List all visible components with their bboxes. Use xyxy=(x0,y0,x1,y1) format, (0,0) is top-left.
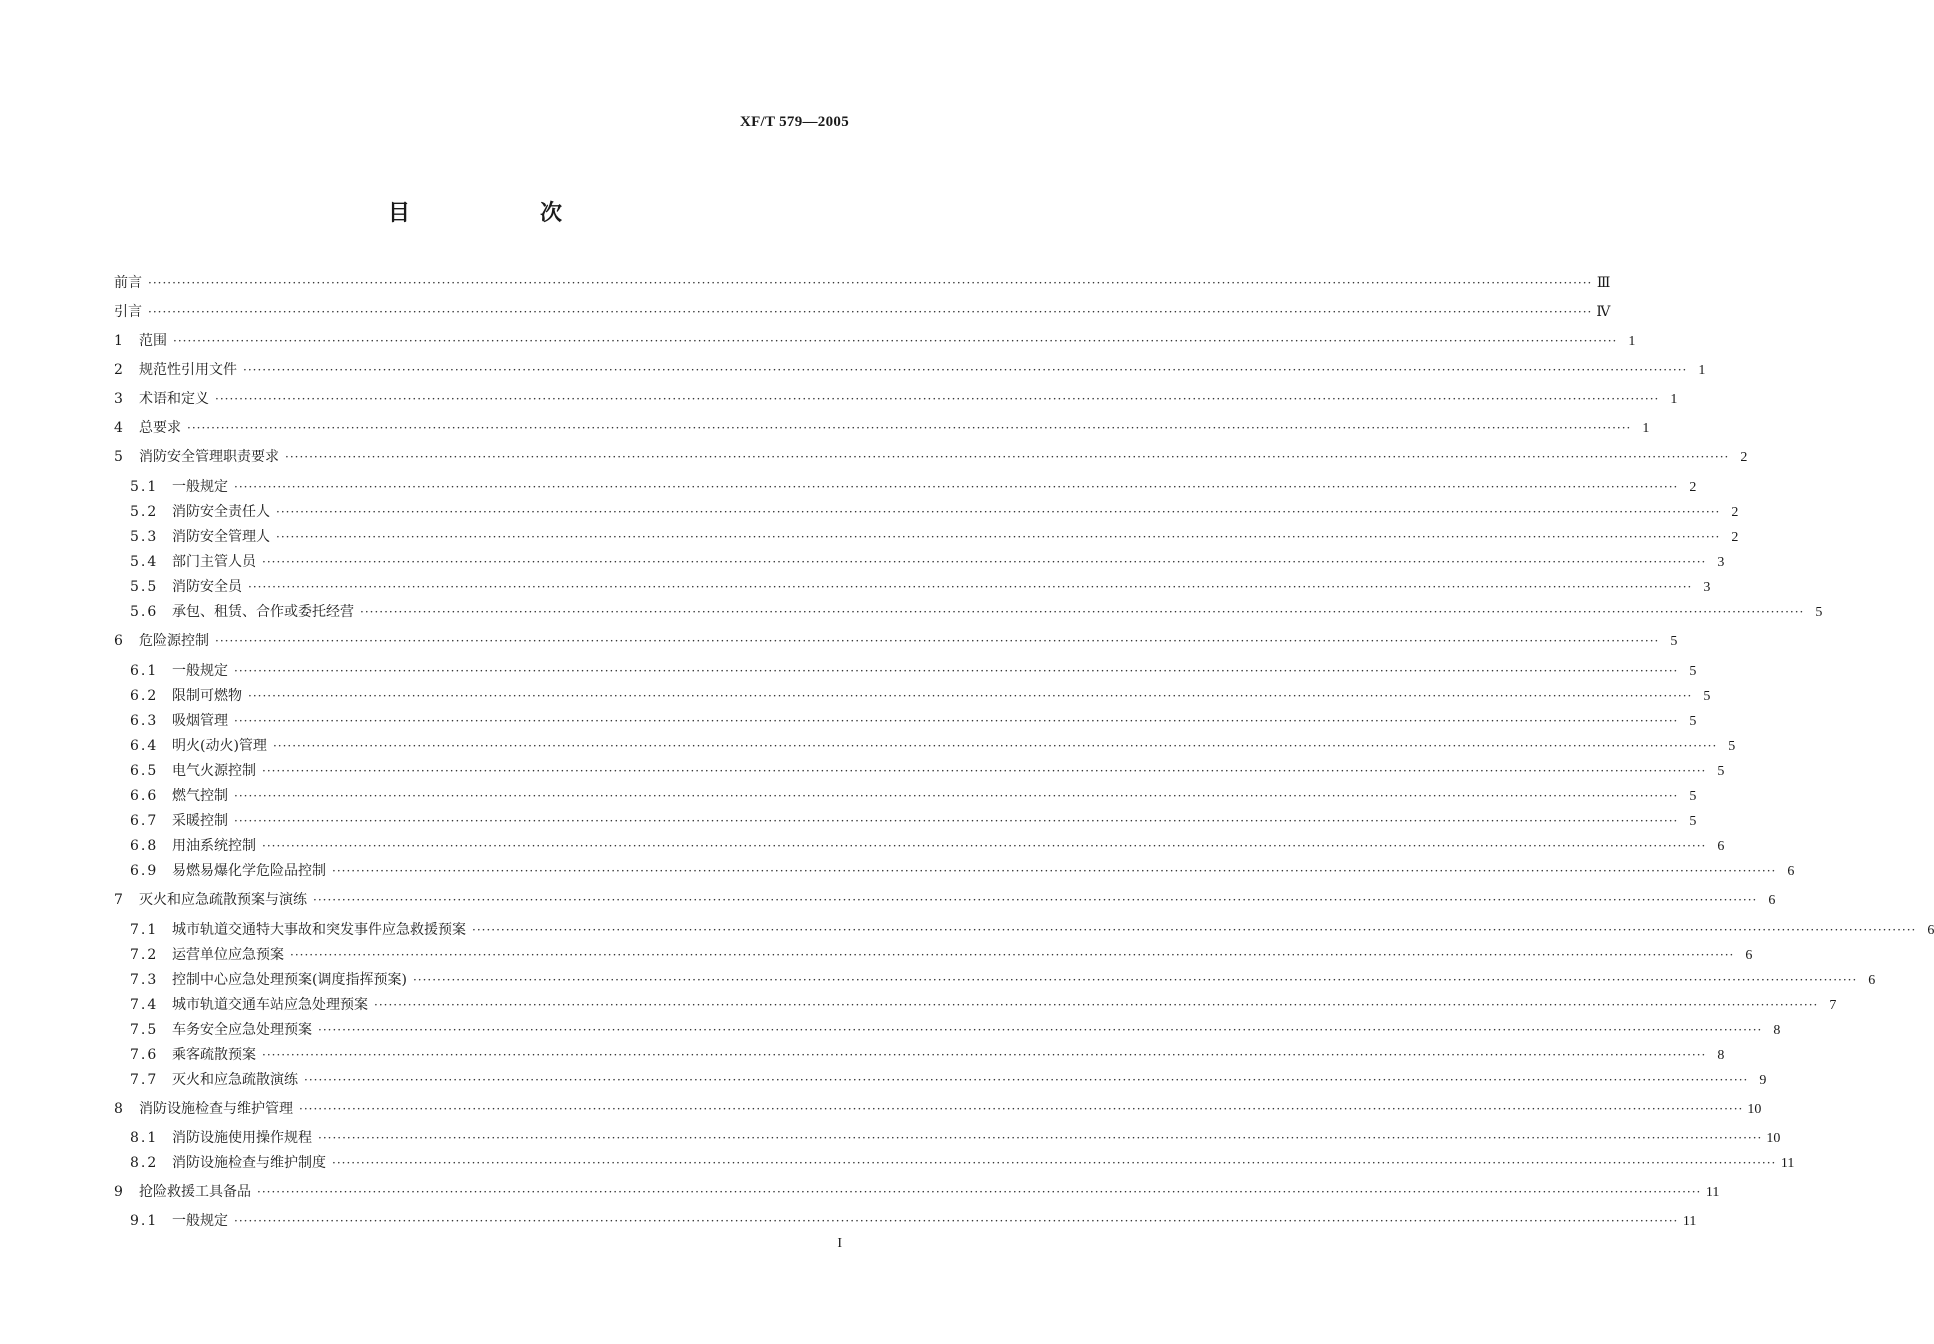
toc-entry-title: 灭火和应急疏散演练 xyxy=(172,1072,298,1088)
toc-leader-dots: ············································································································································································································································································································ xyxy=(332,1156,1777,1170)
toc-entry-section xyxy=(0,574,1711,600)
toc-entry-page: 2 xyxy=(1731,530,1739,545)
toc-entry-number: 5.4 xyxy=(130,554,159,570)
toc-entry-number: 8 xyxy=(114,1101,123,1117)
toc-entry-page: 10 xyxy=(1747,1102,1762,1117)
toc-entry-chapter xyxy=(0,887,1776,913)
toc-entry-page: Ⅳ xyxy=(1596,305,1611,320)
toc-entry-section xyxy=(0,499,1739,525)
toc-leader-dots: ············································································································································································································································································································ xyxy=(285,450,1730,464)
toc-entry-section xyxy=(0,524,1739,550)
toc-entry-title: 范围 xyxy=(139,333,167,349)
toc-entry-page: 11 xyxy=(1705,1185,1720,1200)
toc-entry-chapter xyxy=(0,357,1706,383)
toc-entry-section xyxy=(0,658,1697,684)
toc-entry-number: 5.1 xyxy=(130,479,159,495)
toc-entry-section xyxy=(0,833,1725,859)
toc-entry-page: 10 xyxy=(1766,1131,1781,1146)
toc-entry-title: 引言 xyxy=(114,304,142,320)
toc-entry-page: 1 xyxy=(1698,363,1706,378)
toc-entry-page: 3 xyxy=(1703,580,1711,595)
toc-entry-page: 8 xyxy=(1717,1048,1725,1063)
toc-leader-dots: ············································································································································································································································································································ xyxy=(299,1102,1744,1116)
toc-leader-dots: ············································································································································································································································································································ xyxy=(276,530,1721,544)
toc-entry-page: 3 xyxy=(1717,555,1725,570)
toc-leader-dots: ············································································································································································································································································································ xyxy=(234,714,1679,728)
toc-entry-title: 限制可燃物 xyxy=(172,688,242,704)
toc-leader-dots: ············································································································································································································································································································ xyxy=(248,580,1693,594)
toc-entry-chapter xyxy=(0,628,1678,654)
toc-entry-page: 1 xyxy=(1642,421,1650,436)
toc-entry-page: 6 xyxy=(1768,893,1776,908)
toc-entry-title: 承包、租赁、合作或委托经营 xyxy=(172,604,354,620)
document-code: XF/T 579—2005 xyxy=(739,114,849,130)
toc-entry-page: 6 xyxy=(1868,973,1876,988)
toc-entry-page: 11 xyxy=(1780,1156,1795,1171)
toc-entry-section xyxy=(0,967,1876,993)
toc-entry-title: 消防设施检查与维护制度 xyxy=(172,1155,326,1171)
toc-entry-title: 城市轨道交通车站应急处理预案 xyxy=(172,997,368,1013)
toc-entry-chapter xyxy=(0,1179,1720,1205)
toc-entry-section xyxy=(0,474,1697,500)
toc-entry-page: 8 xyxy=(1773,1023,1781,1038)
toc-title: 目 次 xyxy=(387,201,616,226)
toc-entry-number: 2 xyxy=(114,362,123,378)
toc-leader-dots: ············································································································································································································································································································ xyxy=(262,839,1707,853)
toc-leader-dots: ············································································································································································································································································································ xyxy=(234,664,1679,678)
toc-leader-dots: ············································································································································································································································································································ xyxy=(360,605,1805,619)
toc-entry-page: 6 xyxy=(1717,839,1725,854)
toc-entry-page: 1 xyxy=(1628,334,1636,349)
toc-entry-title: 电气火源控制 xyxy=(172,763,256,779)
toc-leader-dots: ············································································································································································································································································································ xyxy=(374,998,1819,1012)
toc-entry-number: 7.5 xyxy=(130,1022,159,1038)
toc-entry-number: 8.2 xyxy=(130,1155,159,1171)
toc-leader-dots: ············································································································································································································································································································ xyxy=(248,689,1693,703)
toc-entry-page: Ⅲ xyxy=(1596,276,1611,291)
toc-entry-title: 明火(动火)管理 xyxy=(172,738,267,754)
toc-entry-page: 6 xyxy=(1745,948,1753,963)
toc-leader-dots: ············································································································································································································································································································ xyxy=(148,305,1593,319)
toc-entry-chapter xyxy=(0,386,1678,412)
toc-leader-dots: ············································································································································································································································································································ xyxy=(472,923,1917,937)
toc-entry-title: 运营单位应急预案 xyxy=(172,947,284,963)
toc-leader-dots: ············································································································································································································································································································ xyxy=(234,814,1679,828)
toc-entry-section xyxy=(0,1150,1795,1176)
toc-entry-page: 7 xyxy=(1829,998,1837,1013)
toc-entry-section xyxy=(0,942,1753,968)
toc-entry-number: 5.5 xyxy=(130,579,159,595)
toc-entry-title: 燃气控制 xyxy=(172,788,228,804)
toc-leader-dots: ············································································································································································································································································································ xyxy=(272,739,1718,753)
toc-entry-page: 9 xyxy=(1759,1073,1767,1088)
toc-entry-section xyxy=(0,549,1725,575)
toc-entry-section xyxy=(0,599,1823,625)
toc-entry-number: 7 xyxy=(114,892,123,908)
toc-entry-number: 6.7 xyxy=(130,813,159,829)
toc-entry-front xyxy=(0,270,1611,296)
toc-entry-section xyxy=(0,1208,1697,1234)
toc-entry-number: 5.3 xyxy=(130,529,159,545)
toc-entry-number: 6.3 xyxy=(130,713,159,729)
toc-entry-chapter xyxy=(0,1096,1762,1122)
toc-leader-dots: ············································································································································································································································································································ xyxy=(262,555,1707,569)
toc-entry-title: 消防设施检查与维护管理 xyxy=(139,1101,293,1117)
toc-entry-page: 5 xyxy=(1703,689,1711,704)
toc-entry-title: 用油系统控制 xyxy=(172,838,256,854)
toc-entry-title: 易燃易爆化学危险品控制 xyxy=(172,863,326,879)
toc-entry-page: 5 xyxy=(1689,664,1697,679)
toc-entry-title: 消防安全员 xyxy=(172,579,242,595)
toc-entry-chapter xyxy=(0,328,1636,354)
toc-entry-number: 9.1 xyxy=(130,1213,159,1229)
toc-leader-dots: ············································································································································································································································································································ xyxy=(234,789,1679,803)
toc-entry-number: 7.6 xyxy=(130,1047,159,1063)
toc-entry-number: 7.1 xyxy=(130,922,159,938)
toc-entry-page: 2 xyxy=(1740,450,1748,465)
toc-entry-title: 车务安全应急处理预案 xyxy=(172,1022,312,1038)
toc-entry-page: 5 xyxy=(1815,605,1823,620)
toc-entry-title: 抢险救援工具备品 xyxy=(139,1184,251,1200)
toc-leader-dots: ············································································································································································································································································································ xyxy=(276,505,1721,519)
toc-leader-dots: ············································································································································································································································································································ xyxy=(234,480,1679,494)
toc-entry-title: 消防安全管理职责要求 xyxy=(139,449,279,465)
toc-entry-number: 3 xyxy=(114,391,123,407)
toc-entry-number: 7.4 xyxy=(130,997,159,1013)
toc-leader-dots: ············································································································································································································································································································ xyxy=(148,276,1593,290)
toc-entry-title: 一般规定 xyxy=(172,663,228,679)
toc-entry-page: 5 xyxy=(1689,714,1697,729)
toc-entry-page: 5 xyxy=(1717,764,1725,779)
toc-entry-number: 6.6 xyxy=(130,788,159,804)
toc-entry-chapter xyxy=(0,444,1748,470)
toc-entry-page: 5 xyxy=(1689,789,1697,804)
toc-entry-section xyxy=(0,1067,1767,1093)
toc-leader-dots: ············································································································································································································································································································ xyxy=(257,1185,1702,1199)
toc-entry-page: 1 xyxy=(1670,392,1678,407)
toc-entry-number: 5 xyxy=(114,449,123,465)
toc-leader-dots: ············································································································································································································································································································ xyxy=(318,1131,1763,1145)
toc-entry-section xyxy=(0,808,1697,834)
toc-leader-dots: ············································································································································································································································································································ xyxy=(243,363,1688,377)
toc-entry-page: 6 xyxy=(1927,923,1934,938)
toc-entry-number: 6.4 xyxy=(130,738,159,754)
toc-leader-dots: ············································································································································································································································································································ xyxy=(187,421,1632,435)
toc-entry-number: 1 xyxy=(114,333,123,349)
toc-entry-page: 2 xyxy=(1731,505,1739,520)
page-folio: I xyxy=(837,1236,842,1251)
toc-entry-title: 术语和定义 xyxy=(139,391,209,407)
toc-entry-number: 6.1 xyxy=(130,663,159,679)
toc-entry-title: 消防安全管理人 xyxy=(172,529,270,545)
toc-entry-number: 8.1 xyxy=(130,1130,159,1146)
toc-leader-dots: ············································································································································································································································································································ xyxy=(290,948,1735,962)
toc-entry-title: 前言 xyxy=(114,275,142,291)
toc-entry-number: 7.2 xyxy=(130,947,159,963)
toc-entry-number: 6.5 xyxy=(130,763,159,779)
toc-entry-page: 5 xyxy=(1670,634,1678,649)
toc-entry-number: 6 xyxy=(114,633,123,649)
toc-entry-page: 5 xyxy=(1728,739,1736,754)
toc-leader-dots: ············································································································································································································································································································ xyxy=(262,764,1707,778)
toc-entry-number: 9 xyxy=(114,1184,123,1200)
toc-entry-section xyxy=(0,858,1795,884)
toc-entry-section xyxy=(0,917,1934,943)
toc-leader-dots: ············································································································································································································································································································ xyxy=(318,1023,1763,1037)
toc-entry-title: 总要求 xyxy=(139,420,181,436)
toc-entry-number: 5.6 xyxy=(130,604,159,620)
toc-entry-title: 规范性引用文件 xyxy=(139,362,237,378)
toc-entry-title: 城市轨道交通特大事故和突发事件应急救援预案 xyxy=(172,922,466,938)
toc-entry-title: 采暖控制 xyxy=(172,813,228,829)
toc-leader-dots: ············································································································································································································································································································ xyxy=(215,392,1660,406)
toc-entry-number: 6.8 xyxy=(130,838,159,854)
toc-entry-section xyxy=(0,683,1711,709)
toc-entry-title: 部门主管人员 xyxy=(172,554,256,570)
toc-entry-number: 6.9 xyxy=(130,863,159,879)
toc-leader-dots: ············································································································································································································································································································ xyxy=(262,1048,1707,1062)
toc-entry-section xyxy=(0,1017,1781,1043)
toc-entry-chapter xyxy=(0,415,1650,441)
toc-entry-section xyxy=(0,783,1697,809)
toc-entry-title: 消防安全责任人 xyxy=(172,504,270,520)
toc-entry-title: 吸烟管理 xyxy=(172,713,228,729)
toc-entry-page: 6 xyxy=(1787,864,1795,879)
toc-entry-title: 一般规定 xyxy=(172,1213,228,1229)
toc-leader-dots: ············································································································································································································································································································ xyxy=(332,864,1777,878)
toc-entry-section xyxy=(0,758,1725,784)
toc-leader-dots: ············································································································································································································································································································ xyxy=(234,1214,1679,1228)
toc-entry-number: 4 xyxy=(114,420,123,436)
toc-entry-page: 11 xyxy=(1682,1214,1697,1229)
toc-entry-number: 7.3 xyxy=(130,972,159,988)
toc-entry-title: 危险源控制 xyxy=(139,633,209,649)
toc-entry-title: 控制中心应急处理预案(调度指挥预案) xyxy=(172,972,407,988)
toc-leader-dots: ············································································································································································································································································································ xyxy=(215,634,1660,648)
toc-entry-section xyxy=(0,992,1837,1018)
toc-entry-section xyxy=(0,708,1697,734)
toc-entry-number: 5.2 xyxy=(130,504,159,520)
toc-entry-page: 2 xyxy=(1689,480,1697,495)
toc-entry-page: 5 xyxy=(1689,814,1697,829)
toc-entry-title: 灭火和应急疏散预案与演练 xyxy=(139,892,307,908)
toc-entry-title: 乘客疏散预案 xyxy=(172,1047,256,1063)
toc-leader-dots: ············································································································································································································································································································ xyxy=(412,973,1858,987)
toc-leader-dots: ············································································································································································································································································································ xyxy=(173,334,1618,348)
toc-entry-section xyxy=(0,1042,1725,1068)
toc-entry-section xyxy=(0,1125,1781,1151)
toc-leader-dots: ············································································································································································································································································································ xyxy=(313,893,1758,907)
toc-entry-front xyxy=(0,299,1611,325)
toc-entry-title: 一般规定 xyxy=(172,479,228,495)
toc-entry-number: 7.7 xyxy=(130,1072,159,1088)
toc-entry-section xyxy=(0,733,1736,759)
toc-entry-number: 6.2 xyxy=(130,688,159,704)
toc-entry-title: 消防设施使用操作规程 xyxy=(172,1130,312,1146)
toc-leader-dots: ············································································································································································································································································································ xyxy=(304,1073,1749,1087)
